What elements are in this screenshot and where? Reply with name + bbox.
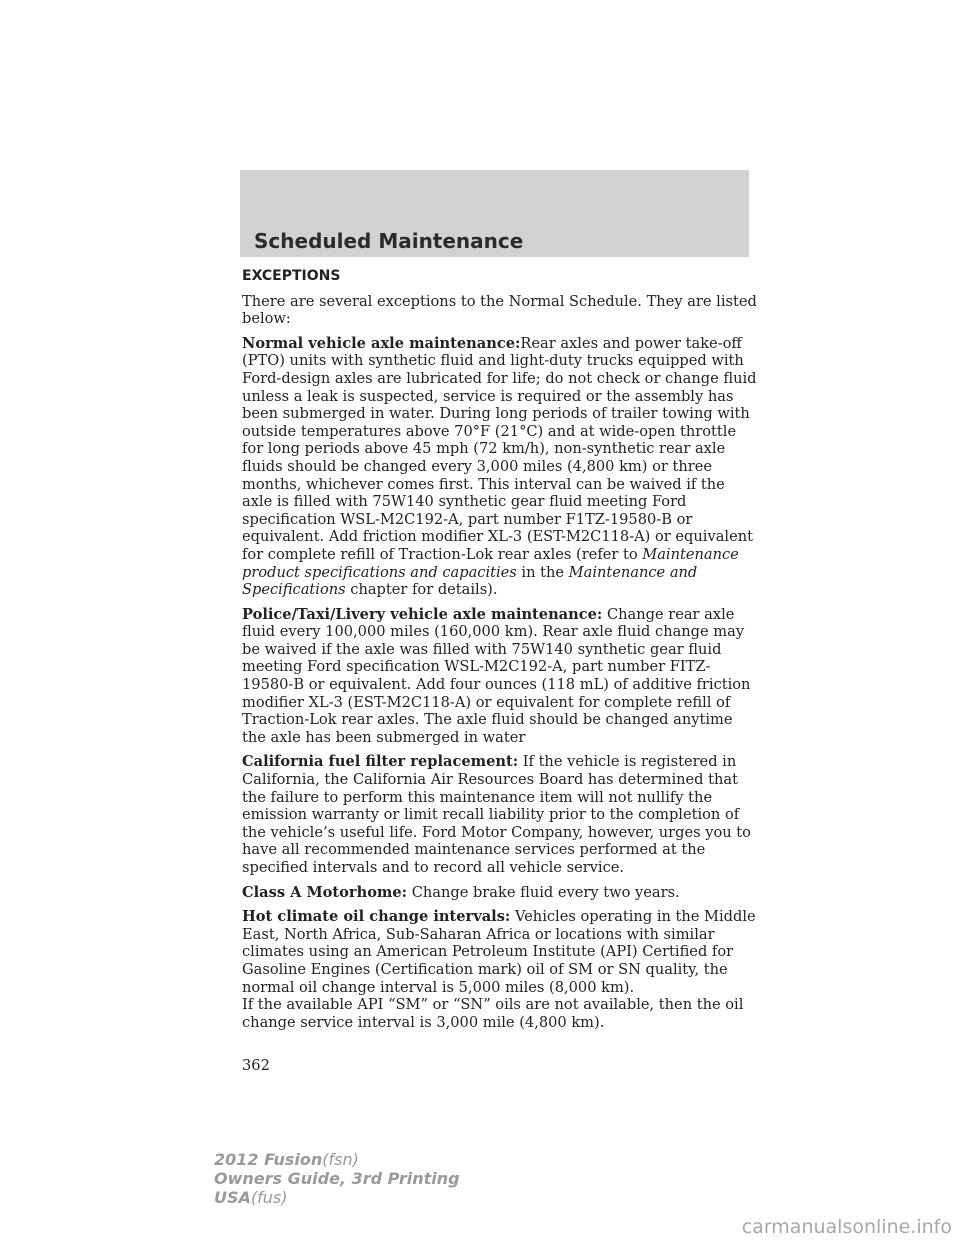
normal-axle-text: Rear axles and power take-off (PTO) units with synthetic fluid and light-duty trucks equipped with Ford-design axles are lubricated for life; do not check or change fluid unless a leak is suspected, service is required or the assembly has been submerged in water. During long periods of trailer towing with outside temperatures above 70°F (21°C) and at wide-open throttle for long periods above 45 mph (72 km/h), non-synthetic rear axle fluids should be changed every 3,000 miles (4,800 km) or three months, whichever comes first. This interval can be waived if the axle is filled with 75W140 synthetic gear fluid meeting Ford specification WSL-M2C192-A, part number F1TZ-19580-B or equivalent. Add friction modifier XL-3 (EST-M2C118-A) or equivalent for complete refill of Traction-Lok rear axles (refer to	[242, 334, 757, 563]
oil-availability-paragraph: If the available API “SM” or “SN” oils are not available, then the oil change service interval is 3,000 mile (4,800 km).	[242, 996, 744, 1031]
footer-line-1	[214, 1150, 460, 1169]
police-axle-lead: Police/Taxi/Livery vehicle axle maintenance:	[242, 605, 603, 623]
section-header-band	[240, 170, 749, 257]
hot-climate-lead: Hot climate oil change intervals:	[242, 908, 511, 926]
specs-reference: Maintenance product specifications and capacities	[242, 545, 739, 581]
california-filter-paragraph	[242, 753, 757, 876]
section-title: Scheduled Maintenance	[254, 229, 524, 253]
hot-climate-paragraph	[242, 908, 757, 996]
footer-model-code: (fsn)	[322, 1150, 359, 1169]
police-axle-text: Change rear axle fluid every 100,000 miles (160,000 km). Rear axle fluid change may be waived if the axle was filled with 75W140 synthetic gear fluid meeting Ford specification WSL-M2C192-A, part number FITZ-19580-B or equivalent. Add four ounces (118 mL) of additive friction modifier XL-3 (EST-M2C118-A) or equivalent for complete refill of Traction-Lok rear axles. The axle fluid should be changed anytime the axle has been submerged in water	[242, 605, 751, 746]
motorhome-text: Change brake fluid every two years.	[411, 883, 680, 901]
footer-market: USA	[214, 1188, 251, 1207]
police-axle-paragraph	[242, 606, 757, 747]
california-filter-lead: California fuel filter replacement:	[242, 753, 519, 771]
chapter-reference: Maintenance and Specifications	[242, 563, 698, 599]
normal-axle-text-end: chapter for details).	[345, 581, 498, 599]
exceptions-heading: EXCEPTIONS	[242, 268, 341, 284]
motorhome-paragraph	[242, 884, 757, 902]
motorhome-lead: Class A Motorhome:	[242, 883, 408, 901]
footer-line-3	[214, 1188, 460, 1207]
hot-climate-text: Vehicles operating in the Middle East, North Africa, Sub-Saharan Africa or locations with similar climates using an American Petroleum Institute (API) Certified for Gasoline Engines (Certification mark) oil of SM or SN quality, the normal oil change interval is 5,000 miles (8,000 km).	[242, 908, 756, 996]
watermark-link[interactable]: carmanualsonline.info	[741, 1216, 952, 1238]
page-number: 362	[242, 1057, 270, 1074]
footer-line-2: Owners Guide, 3rd Printing	[214, 1169, 460, 1188]
normal-axle-lead: Normal vehicle axle maintenance:	[242, 334, 521, 352]
normal-axle-paragraph	[242, 335, 757, 599]
california-filter-text: If the vehicle is registered in California, the California Air Resources Board has determined that the failure to perform this maintenance item will not nullify the emission warranty or limit recall liability prior to the completion of the vehicle’s useful life. Ford Motor Company, however, urges you to have all recommended maintenance services performed at the specified intervals and to record all vehicle service.	[242, 753, 751, 876]
normal-axle-text-connector: in the	[516, 563, 569, 581]
page-content	[242, 268, 757, 1038]
footer-print-info	[214, 1150, 460, 1207]
intro-paragraph: There are several exceptions to the Normal Schedule. They are listed below:	[242, 292, 757, 328]
footer-market-code: (fus)	[250, 1188, 288, 1207]
footer-model: 2012 Fusion	[214, 1150, 323, 1169]
